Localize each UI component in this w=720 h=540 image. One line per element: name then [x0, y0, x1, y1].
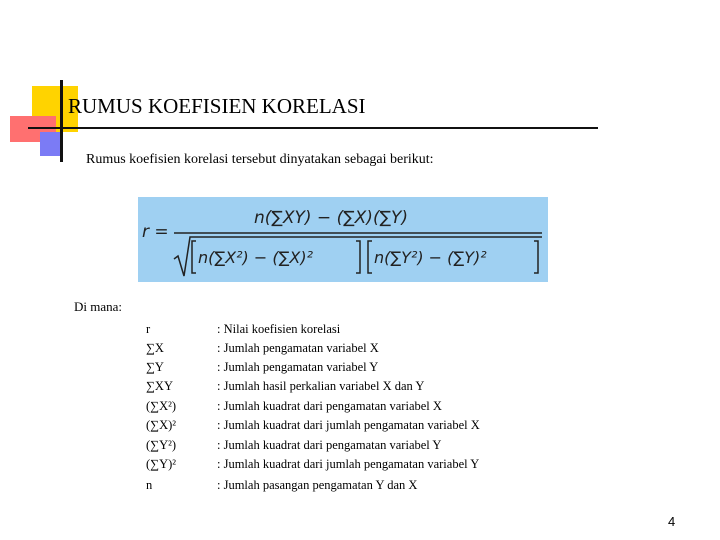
slide-subtitle: Rumus koefisien korelasi tersebut dinyatakan sebagai berikut:	[86, 152, 434, 167]
formula-numerator: n(∑XY) − (∑X)(∑Y)	[254, 208, 409, 228]
legend-description: : Jumlah kuadrat dari jumlah pengamatan variabel Y	[217, 457, 480, 471]
legend-description: : Jumlah kuadrat dari pengamatan variabel Y	[217, 438, 442, 452]
decor-horizontal-line	[28, 127, 598, 129]
legend-symbol: (∑Y)²	[146, 457, 177, 471]
legend-symbol: ∑XY	[146, 379, 173, 393]
legend-symbol: n	[146, 478, 153, 492]
legend-symbol: ∑X	[146, 341, 164, 355]
legend-description: : Jumlah pasangan pengamatan Y dan X	[217, 478, 418, 492]
slide-title: RUMUS KOEFISIEN KORELASI	[68, 94, 366, 118]
page-number: 4	[668, 514, 676, 529]
formula-denominator-left: n(∑X²) − (∑X)²	[198, 248, 313, 267]
legend-symbol: r	[146, 322, 151, 336]
formula-lhs: r =	[142, 222, 169, 242]
legend-description: : Jumlah pengamatan variabel X	[217, 341, 379, 355]
legend-description: : Jumlah kuadrat dari pengamatan variabel X	[217, 399, 442, 413]
legend-symbol: (∑X)²	[146, 418, 177, 432]
decor-vertical-line	[60, 80, 63, 162]
legend-symbol: ∑Y	[146, 360, 164, 374]
legend-symbol: (∑X²)	[146, 399, 177, 413]
legend-description: : Jumlah pengamatan variabel Y	[217, 360, 379, 374]
correlation-formula	[138, 197, 548, 282]
legend-symbol: (∑Y²)	[146, 438, 177, 452]
legend-description: : Nilai koefisien korelasi	[217, 322, 341, 336]
formula-denominator-right: n(∑Y²) − (∑Y)²	[374, 248, 487, 267]
legend-description: : Jumlah hasil perkalian variabel X dan Y	[217, 379, 425, 393]
legend-description: : Jumlah kuadrat dari jumlah pengamatan variabel X	[217, 418, 480, 432]
decor-blue-square	[40, 132, 62, 156]
legend-heading: Di mana:	[74, 299, 123, 314]
